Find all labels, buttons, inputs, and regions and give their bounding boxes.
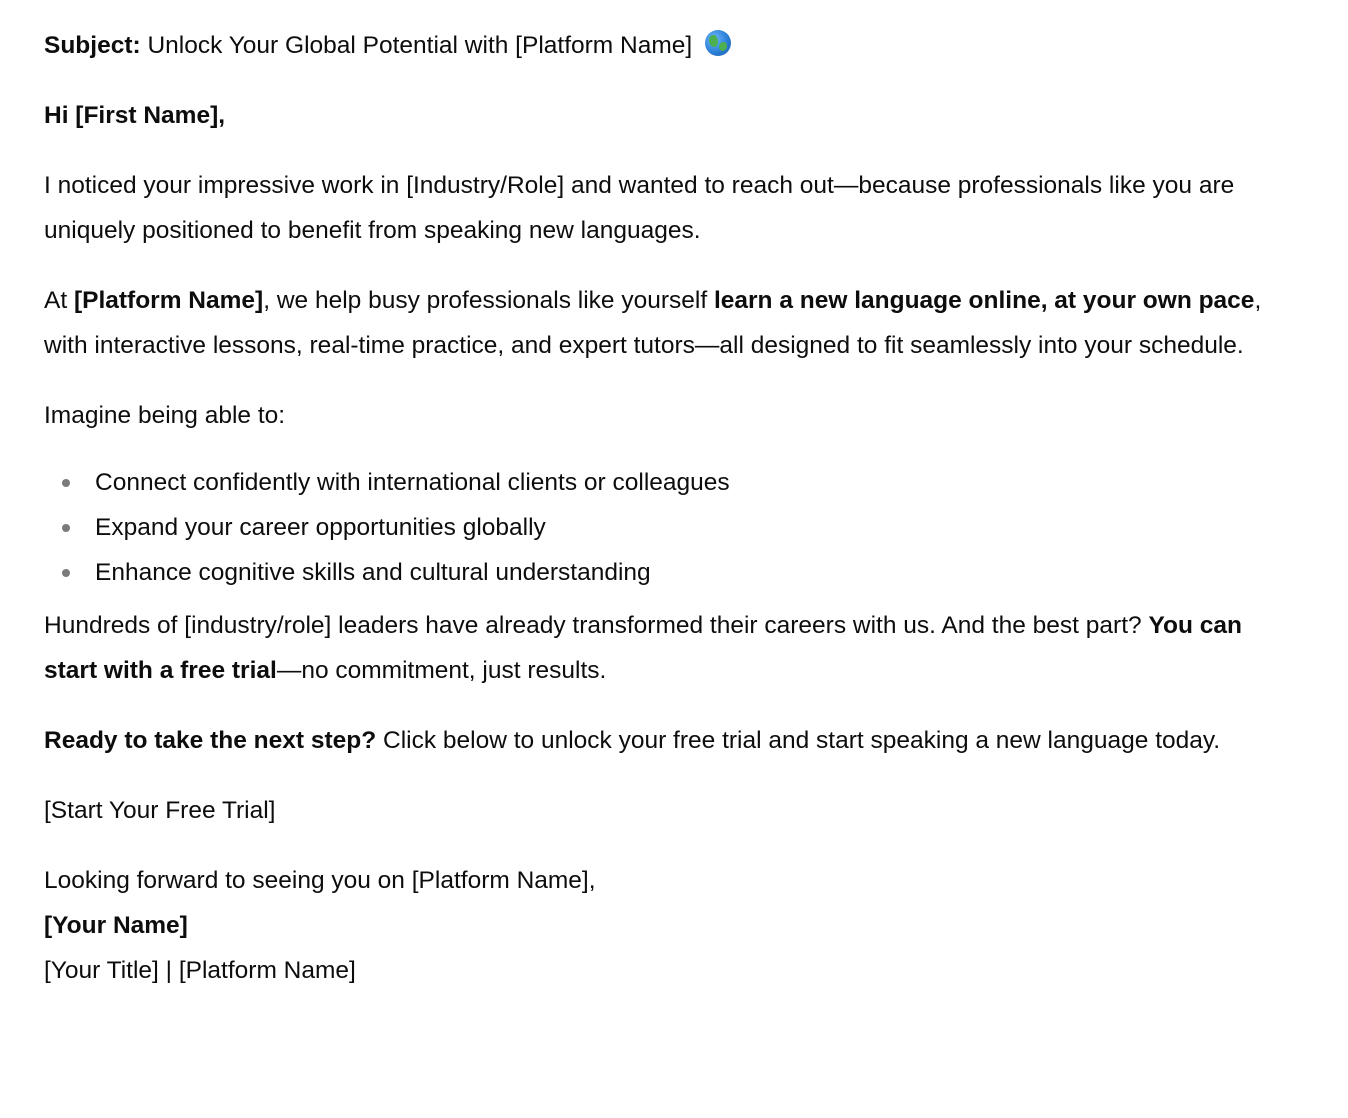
- bullet-icon: [62, 569, 70, 577]
- sender-name: [44, 903, 1288, 948]
- pitch-platform-name: [Platform Name]: [73, 287, 264, 314]
- pitch-highlight: learn a new language online, at your own pace: [713, 287, 1255, 314]
- cta-paragraph: [44, 718, 1288, 763]
- bullet-icon: [62, 479, 70, 487]
- benefit-text: Enhance cognitive skills and cultural understanding: [95, 559, 651, 586]
- subject-text: Unlock Your Global Potential with [Platform Name]: [140, 32, 699, 59]
- subject-line: [44, 23, 1288, 68]
- pitch-part3: , with interactive lessons, real-time practice, and expert tutors—all designed to fit seamlessly into your schedule.: [44, 287, 1262, 359]
- intro-paragraph: I noticed your impressive work in [Industry/Role] and wanted to reach out—because professionals like you are uniquely positioned to benefit from speaking new languages.: [44, 172, 1235, 244]
- subject-label: Subject:: [44, 32, 141, 59]
- social-proof-paragraph: [44, 603, 1288, 693]
- pitch-part2: , we help busy professionals like yourself: [263, 287, 714, 314]
- bullet-icon: [62, 524, 70, 532]
- cta-placeholder: [Start Your Free Trial]: [44, 797, 276, 824]
- closing-line: Looking forward to seeing you on [Platform Name],: [44, 867, 596, 894]
- greeting-text: Hi [First Name],: [44, 102, 226, 129]
- benefit-text: Expand your career opportunities globally: [95, 514, 546, 541]
- cta-highlight: Ready to take the next step?: [44, 727, 377, 754]
- cta-text: Click below to unlock your free trial and start speaking a new language today.: [376, 727, 1221, 754]
- pitch-paragraph: [44, 278, 1288, 368]
- benefits-list: [44, 460, 1288, 595]
- sender-name-text: [Your Name]: [44, 912, 188, 939]
- list-item: [44, 460, 1288, 505]
- benefit-text: Connect confidently with international clients or colleagues: [95, 469, 730, 496]
- list-item: [44, 550, 1288, 595]
- list-item: [44, 505, 1288, 550]
- signature: [44, 858, 1288, 993]
- sender-title: [Your Title] | [Platform Name]: [44, 957, 356, 984]
- imagine-line: Imagine being able to:: [44, 402, 286, 429]
- social-proof-part2: —no commitment, just results.: [276, 657, 607, 684]
- globe-icon: [705, 30, 731, 56]
- pitch-part1: At: [44, 287, 74, 314]
- social-proof-highlight: You can start with a free trial: [44, 612, 1242, 684]
- greeting: [44, 93, 1288, 138]
- social-proof-part1: Hundreds of [industry/role] leaders have already transformed their careers with us. And the best part?: [44, 612, 1149, 639]
